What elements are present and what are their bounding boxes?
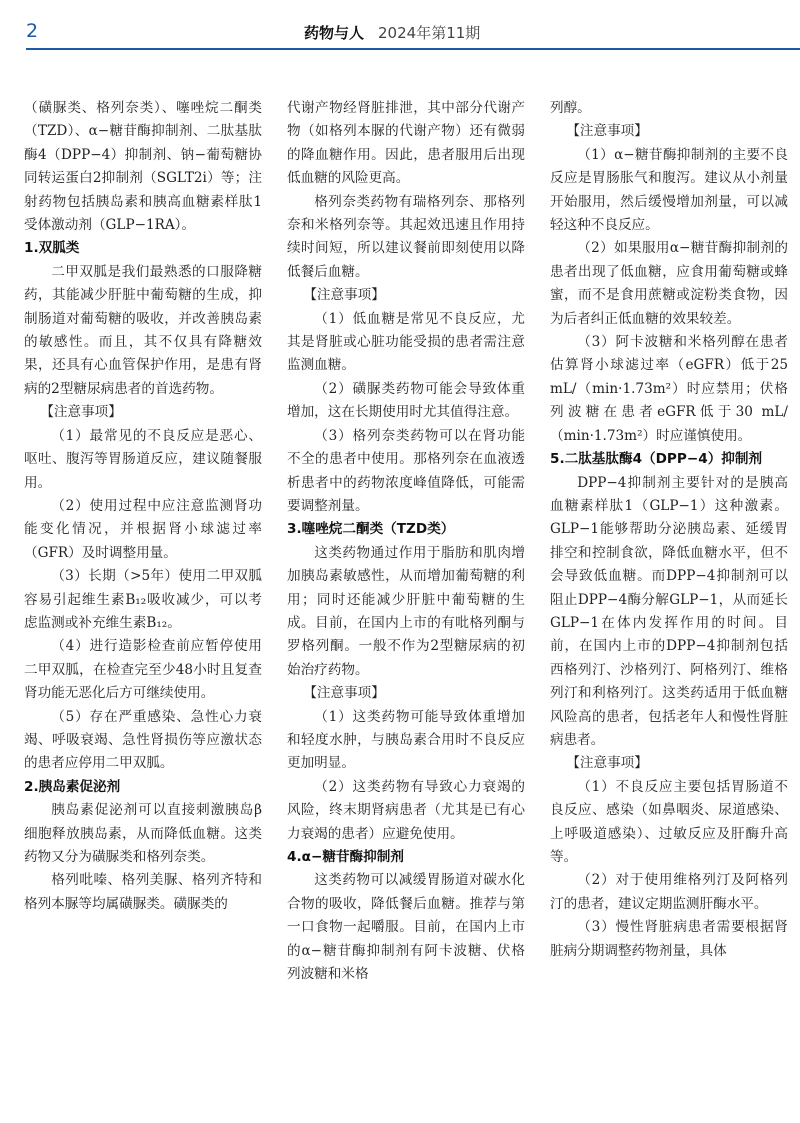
journal-title: [304, 22, 480, 43]
paragraph: 代谢产物经肾脏排泄，其中部分代谢产物（如格列本脲的代谢产物）还有微弱的降血糖作用。因此，患者服用后出现低血糖的风险更高。: [287, 100, 525, 187]
paragraph: 格列吡嗪、格列美脲、格列齐特和格列本脲等均属磺脲类。磺脲类的: [24, 872, 262, 912]
page-number: 2: [26, 20, 39, 42]
note-item: （3）阿卡波糖和米格列醇在患者估算肾小球滤过率（eGFR）低于25 mL/（min·1.73m²）时应禁用；伏格列波糖在患者eGFR低于30 mL/（min·1.73m²）时应谨慎使用。: [550, 334, 788, 444]
paragraph: 格列奈类药物有瑞格列奈、那格列奈和米格列奈等。其起效迅速且作用持续时间短，所以建议餐前即刻使用以降低餐后血糖。: [287, 193, 525, 280]
paragraph: 胰岛素促泌剂可以直接刺激胰岛β细胞释放胰岛素，从而降低血糖。这类药物又分为磺脲类和格列奈类。: [24, 802, 262, 865]
note-item: （1）低血糖是常见不良反应，尤其是肾脏或心脏功能受损的患者需注意监测血糖。: [287, 310, 525, 374]
column-2: [287, 97, 525, 986]
paragraph: 列醇。: [550, 100, 591, 116]
note-item: （1）这类药物可能导致体重增加和轻度水肿，与胰岛素合用时不良反应更加明显。: [287, 708, 525, 772]
note-item: （3）格列奈类药物可以在肾功能不全的患者中使用。那格列奈在血液透析患者中的药物浓度峰值降低，可能需要调整剂量。: [287, 427, 525, 514]
paragraph: DPP−4抑制剂主要针对的是胰高血糖素样肽1（GLP−1）这种激素。GLP−1能够帮助分泌胰岛素、延缓胃排空和控制食欲，降低血糖水平，但不会导致低血糖。而DPP−4抑制剂可以阻止DPP−4酶分解GLP−1，从而延长GLP−1在体内发挥作用的时间。目前，在国内上市的DPP−4抑制剂包括西格列汀、沙格列汀、阿格列汀、维格列汀和利格列汀。这类药适用于低血糖风险高的患者，包括老年人和慢性肾脏病患者。: [550, 474, 788, 748]
section-heading: 3.噻唑烷二酮类（TZD类）: [287, 521, 455, 538]
article-body: [24, 97, 788, 986]
header-rule: [26, 48, 800, 50]
note-item: （2）这类药物有导致心力衰竭的风险，终末期肾病患者（尤其是已有心力衰竭的患者）应避免使用。: [287, 778, 525, 842]
paragraph: 这类药物通过作用于脂肪和肌肉增加胰岛素敏感性，从而增加葡萄糖的利用；同时还能减少肝脏中葡萄糖的生成。目前，在国内上市的有吡格列酮与罗格列酮。一般不作为2型糖尿病的初始治疗药物。: [287, 544, 525, 678]
note-item: （1）不良反应主要包括胃肠道不良反应、感染（如鼻咽炎、尿道感染、上呼吸道感染）、过敏反应及肝酶升高等。: [550, 778, 788, 865]
paragraph: （磺脲类、格列奈类）、噻唑烷二酮类（TZD）、α−糖苷酶抑制剂、二肽基肽酶4（DPP−4）抑制剂、钠−葡萄糖协同转运蛋白2抑制剂（SGLT2i）等；注射药物包括胰岛素和胰高血糖素样肽1受体激动剂（GLP−1RA）。: [24, 100, 262, 234]
page-header: [0, 0, 800, 52]
section-heading: 4.α−糖苷酶抑制剂: [287, 849, 404, 865]
section-heading: 2.胰岛素促泌剂: [24, 778, 121, 795]
note-item: （3）慢性肾脏病患者需要根据肾脏病分期调整药物剂量，具体: [550, 919, 788, 959]
note-item: （2）使用过程中应注意监测肾功能变化情况，并根据肾小球滤过率（GFR）及时调整用量。: [24, 497, 262, 561]
note-item: （2）对于使用维格列汀及阿格列汀的患者，建议定期监测肝酶水平。: [550, 872, 788, 912]
paragraph: 这类药物可以减缓胃肠道对碳水化合物的吸收，降低餐后血糖。推荐与第一口食物一起嚼服。目前，在国内上市的α−糖苷酶抑制剂有阿卡波糖、伏格列波糖和米格: [287, 872, 525, 983]
paragraph: 二甲双胍是我们最熟悉的口服降糖药，其能减少肝脏中葡萄糖的生成，抑制肠道对葡萄糖的吸收，并改善胰岛素的敏感性。而且，其不仅具有降糖效果，还具有心血管保护作用，是患有肾病的2型糖尿病患者的首选药物。: [24, 263, 262, 397]
section-heading: 1.双胍类: [24, 240, 80, 257]
note-label: 【注意事项】: [566, 123, 648, 140]
note-item: （3）长期（>5年）使用二甲双胍容易引起维生素B₁₂吸收减少，可以考虑监测或补充维生素B₁₂。: [24, 568, 262, 631]
section-heading: 5.二肽基肽酶4（DPP−4）抑制剂: [550, 451, 763, 468]
journal-name: 药物与人: [304, 24, 365, 42]
note-item: （1）α−糖苷酶抑制剂的主要不良反应是胃肠胀气和腹泻。建议从小剂量开始服用，然后缓慢增加剂量，可以减轻这种不良反应。: [550, 146, 788, 234]
note-item: （1）最常见的不良反应是恶心、呕吐、腹泻等胃肠道反应，建议随餐服用。: [24, 427, 262, 491]
note-item: （4）进行造影检查前应暂停使用二甲双胍，在检查完至少48小时且复查肾功能无恶化后方可继续使用。: [24, 638, 262, 702]
column-1: [24, 97, 262, 986]
note-label: 【注意事项】: [40, 404, 122, 421]
note-item: （2）磺脲类药物可能会导致体重增加，这在长期使用时尤其值得注意。: [287, 380, 525, 421]
column-3: [550, 97, 788, 986]
note-item: （2）如果服用α−糖苷酶抑制剂的患者出现了低血糖，应食用葡萄糖或蜂蜜，而不是食用蔗糖或淀粉类食物，因为后者纠正低血糖的效果较差。: [550, 240, 788, 327]
journal-issue: 2024年第11期: [378, 24, 481, 42]
note-label: 【注意事项】: [303, 685, 385, 702]
note-label: 【注意事项】: [303, 287, 385, 304]
note-item: （5）存在严重感染、急性心力衰竭、呼吸衰竭、急性肾损伤等应激状态的患者应停用二甲双胍。: [24, 708, 262, 772]
note-label: 【注意事项】: [566, 755, 648, 772]
